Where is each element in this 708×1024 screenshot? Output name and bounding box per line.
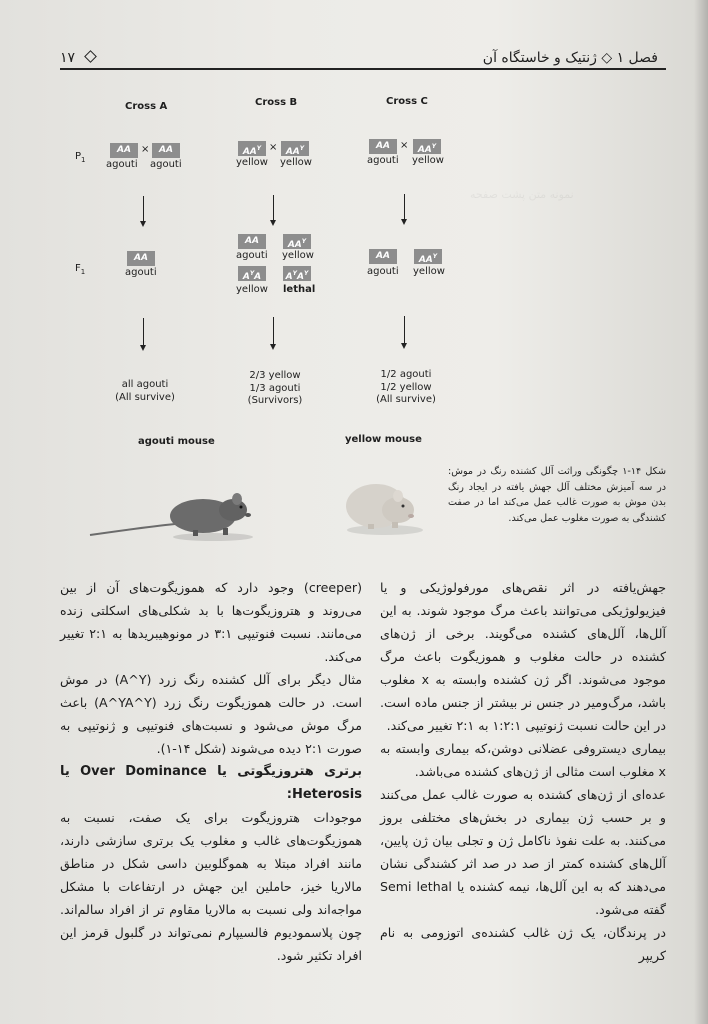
arrow-down-icon xyxy=(143,196,144,222)
cross-symbol: × xyxy=(141,144,150,155)
result-cross-c xyxy=(361,369,451,407)
chapter-title: فصل ۱ ◇ ژنتیک و خاستگاه آن xyxy=(482,50,658,66)
genotype-box: AA xyxy=(238,234,266,249)
show-through-text: نمونه متن پشت صفحه xyxy=(470,188,574,201)
genotype-box: $AA^Y$ xyxy=(281,141,309,156)
arrow-down-icon xyxy=(404,194,405,220)
left-column xyxy=(60,576,362,967)
cross-a-heading: Cross A xyxy=(125,101,168,112)
result-line: 1/3 agouti xyxy=(249,382,301,394)
result-line: 2/3 yellow xyxy=(249,370,301,381)
phenotype-label: agouti xyxy=(125,267,157,278)
result-line: 1/2 agouti xyxy=(380,369,432,380)
arrow-down-icon xyxy=(273,317,274,345)
right-column xyxy=(380,576,666,967)
cross-b-heading: Cross B xyxy=(255,97,298,108)
running-header xyxy=(60,44,666,70)
phenotype-label: yellow xyxy=(282,250,314,261)
figure-caption: شکل ۱۴-۱ چگونگی وراثت آلل کشنده رنگ در موش: در سه آمیزش مختلف آلل جهش یافته در ایجاد رنگ بدن موش به صورت غالب عمل می‌کند اما در صفت کشندگی به صورت مغلوب عمل می‌کند. xyxy=(448,466,666,524)
genotype-box: AA xyxy=(110,143,138,158)
row-label-p1: $P_1$ xyxy=(75,151,86,164)
genotype-box: $AA^Y$ xyxy=(283,234,311,249)
phenotype-label-lethal: lethal xyxy=(283,284,316,295)
genotype-box: AA xyxy=(369,139,397,154)
genotype-box: $A^YA$ xyxy=(238,266,266,281)
phenotype-label: agouti xyxy=(367,266,399,277)
genotype-box: $A^YA^Y$ xyxy=(283,266,311,281)
agouti-mouse-label: agouti mouse xyxy=(138,436,215,447)
result-cross-a xyxy=(100,378,190,404)
header-rule xyxy=(60,68,666,70)
genotype-box: $AA^Y$ xyxy=(413,139,441,154)
cross-symbol: × xyxy=(400,140,409,151)
yellow-mouse-image xyxy=(340,472,430,538)
result-line: (Survivors) xyxy=(247,395,303,406)
paragraph: در پرندگان، یک ژن غالب کشنده‌ی اتوزومی به نام کریپر xyxy=(380,925,666,963)
phenotype-label: yellow xyxy=(413,266,445,277)
genotype-box: AA xyxy=(369,249,397,264)
paragraph: عده‌ای از ژن‌های کشنده به صورت غالب عمل می‌کنند و بر حسب ژن بیماری در بخش‌های مختلفی بروز می‌کنند. به علت نفوذ ناکامل ژن و تجلی بیان ژن پایین، آلل‌های کشنده کمتر از صد در صد اثر کشندگی نشان می‌دهند که به این آلل‌ها، نیمه کشنده یا Semi lethal گفته می‌شود. xyxy=(380,787,666,917)
paragraph: بیماری دیستروفی عضلانی دوشن،که بیماری وابسته به x مغلوب است مثالی از ژن‌های کشنده می‌باشد. xyxy=(380,741,666,779)
phenotype-label: agouti xyxy=(106,159,138,170)
diamond-icon xyxy=(84,50,97,63)
result-line: all agouti xyxy=(121,379,169,390)
genotype-box: $AA^Y$ xyxy=(414,249,442,264)
arrow-down-icon xyxy=(273,195,274,221)
arrow-down-icon xyxy=(404,316,405,344)
phenotype-label: agouti xyxy=(236,250,268,261)
paragraph: مثال دیگر برای آلل کشنده رنگ زرد (A^Y) در موش است. در حالت هموزیگوت رنگ زرد (A^YA^Y) باعث مرگ موش می‌شود و نسبت‌های فنوتیپی و ژنوتیپی به صورت ۲:۱ دیده می‌شوند (شکل ۱۴-۱). xyxy=(60,672,362,756)
genotype-box: $AA^Y$ xyxy=(238,141,266,156)
phenotype-label: yellow xyxy=(280,157,312,168)
agouti-mouse-image xyxy=(85,480,255,544)
cross-symbol: × xyxy=(269,142,278,153)
phenotype-label: agouti xyxy=(150,159,182,170)
genotype-box: AA xyxy=(127,251,155,266)
phenotype-label: agouti xyxy=(367,155,399,166)
arrow-down-icon xyxy=(143,318,144,346)
phenotype-label: yellow xyxy=(236,284,268,295)
phenotype-label: yellow xyxy=(236,157,268,168)
paragraph: موجودات هتروزیگوت برای یک صفت، نسبت به هموزیگوت‌های غالب و مغلوب یک برتری سازشی دارند، مانند افراد مبتلا به هموگلوبین داسی شکل در مناطق مالاریا خیز، حاملین این جهش در ارتفاعات با مشکل مواجه‌اند ولی نسبت به مالاریا مقاوم تر از افراد سالم‌اند. چون پلاسمودیوم فالسیپارم نمی‌تواند در گلبول قرمز این افراد تکثیر شود. xyxy=(60,810,362,963)
cross-c-heading: Cross C xyxy=(386,96,428,107)
result-cross-b xyxy=(230,370,320,408)
paragraph: جهش‌یافته در اثر نقص‌های مورفولوژیکی و یا فیزیولوژیکی می‌توانند باعث مرگ موجود شوند. به این آلل‌ها، آلل‌های کشنده می‌گویند. برخی از ژن‌های کشنده در حالت مغلوب و هموزیگوت باعث مرگ موجود می‌شوند. اگر ژن کشنده وابسته به x مغلوب باشد، مرگ‌ومیر در جنس نر بیشتر از جنس ماده است. در این حالت نسبت ژنوتیپی ۱:۲:۱ به ۲:۱ تغییر می‌کند. xyxy=(380,580,666,733)
row-label-f1: $F_1$ xyxy=(75,263,86,276)
yellow-mouse-label: yellow mouse xyxy=(345,434,422,445)
section-title: برتری هتروزیگوتی یا Over Dominance یا Heterosis: xyxy=(60,764,362,802)
genotype-box: AA xyxy=(152,143,180,158)
result-line: (All survive) xyxy=(115,392,175,403)
phenotype-label: yellow xyxy=(412,155,444,166)
page-number-value: ۱۷ xyxy=(60,50,76,66)
page-number xyxy=(60,50,95,66)
result-line: 1/2 yellow xyxy=(380,381,432,393)
page-edge-shadow xyxy=(694,0,708,1024)
result-line: (All survive) xyxy=(376,394,436,405)
paragraph: (creeper) وجود دارد که هموزیگوت‌های آن از بین می‌روند و هتروزیگوت‌ها با بد شکلی‌های اسکلتی زنده می‌مانند. نسبت فنوتیپی ۳:۱ در مونوهیبریدها به ۲:۱ تغییر می‌کند. xyxy=(60,580,363,664)
